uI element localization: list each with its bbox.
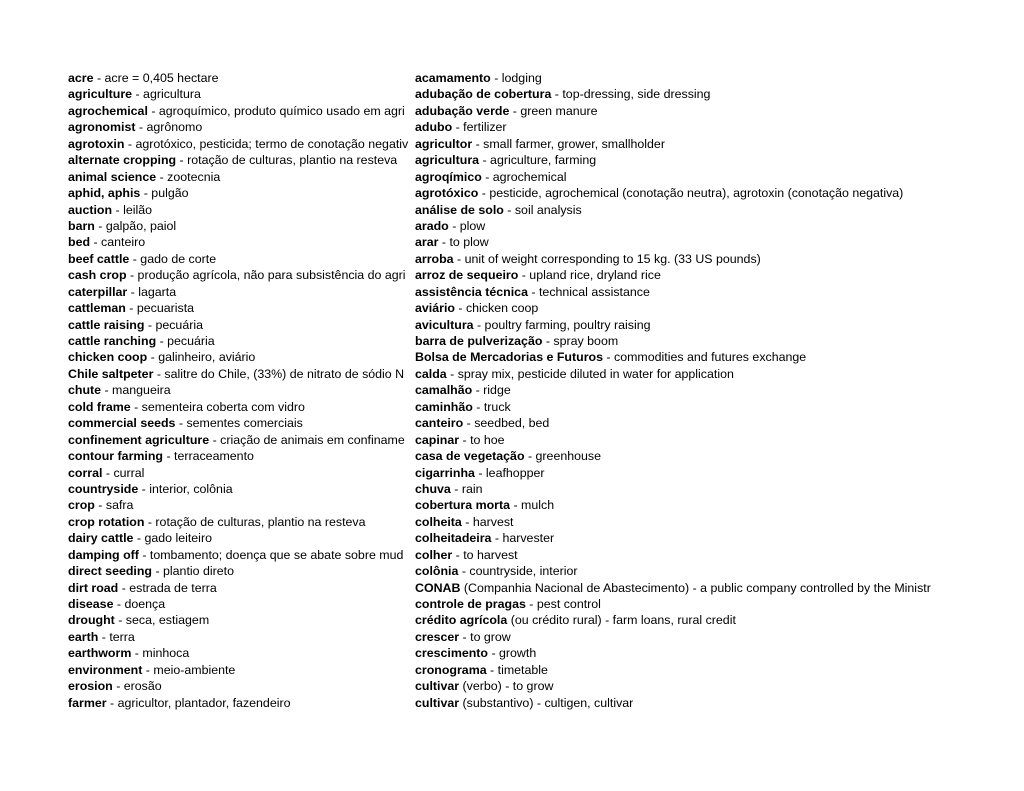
glossary-definition: - zootecnia	[156, 169, 221, 184]
glossary-definition: - poultry farming, poultry raising	[473, 317, 651, 332]
glossary-term: cattle raising	[68, 317, 145, 332]
glossary-entry	[415, 547, 941, 563]
glossary-term: confinement agriculture	[68, 432, 210, 447]
glossary-term: caminhão	[415, 399, 473, 414]
glossary-term: agricultor	[415, 136, 473, 151]
glossary-term: adubação verde	[415, 103, 510, 118]
glossary-term: canteiro	[415, 416, 464, 431]
glossary-definition: - pesticide, agrochemical (conotação neutra), agrotoxin (conotação negativa)	[478, 186, 904, 201]
glossary-entry	[68, 251, 414, 267]
glossary-definition: - truck	[472, 399, 511, 414]
glossary-entry	[68, 267, 414, 283]
glossary-entry	[415, 234, 941, 250]
glossary-definition: - interior, colônia	[138, 481, 233, 496]
glossary-term: colher	[415, 547, 453, 562]
glossary-term: cobertura morta	[415, 498, 511, 513]
glossary-definition: - upland rice, dryland rice	[518, 268, 661, 283]
glossary-definition: - agroquímico, produto químico usado em agri	[147, 103, 405, 118]
glossary-term: camalhão	[415, 383, 473, 398]
glossary-term: assistência técnica	[415, 284, 528, 299]
glossary-term: agrotoxin	[68, 136, 125, 151]
glossary-entry	[415, 86, 941, 102]
glossary-entry	[68, 563, 414, 579]
glossary-term: capinar	[415, 432, 460, 447]
glossary-entry	[415, 432, 941, 448]
glossary-term: farmer	[68, 695, 107, 710]
glossary-definition: - tombamento; doença que se abate sobre mud	[138, 547, 404, 562]
glossary-definition: - agricultor, plantador, fazendeiro	[106, 695, 291, 710]
glossary-term: Bolsa de Mercadorias e Futuros	[415, 350, 603, 365]
glossary-definition: - rain	[450, 481, 483, 496]
glossary-entry	[415, 596, 941, 612]
glossary-definition: - timetable	[486, 662, 548, 677]
glossary-definition: - chicken coop	[454, 301, 539, 316]
glossary-definition: - fertilizer	[452, 120, 507, 135]
glossary-term: erosion	[68, 679, 113, 694]
glossary-entry	[415, 415, 941, 431]
glossary-definition: - greenhouse	[524, 449, 601, 464]
glossary-term: alternate cropping	[68, 153, 177, 168]
glossary-definition: - rotação de culturas, plantio na resteva	[176, 153, 398, 168]
glossary-term: earthworm	[68, 646, 132, 661]
glossary-term: aphid, aphis	[68, 186, 141, 201]
glossary-definition: - rotação de culturas, plantio na resteva	[144, 514, 366, 529]
glossary-entry	[415, 103, 941, 119]
glossary-definition: - plantio direto	[152, 564, 234, 579]
glossary-definition: - spray mix, pesticide diluted in water for application	[446, 366, 734, 381]
glossary-term: disease	[68, 597, 114, 611]
glossary-definition: - leafhopper	[474, 465, 545, 480]
glossary-entry	[415, 580, 941, 596]
glossary-definition: - gado de corte	[129, 251, 217, 266]
glossary-term: colheitadeira	[415, 531, 492, 546]
glossary-term: aviário	[415, 301, 455, 316]
glossary-definition: - pest control	[525, 597, 601, 611]
glossary-term: crop	[68, 498, 95, 513]
glossary-term: controle de pragas	[415, 597, 526, 611]
glossary-term: agrotóxico	[415, 186, 479, 201]
glossary-entry	[415, 169, 941, 185]
glossary-entry	[415, 349, 941, 365]
glossary-definition: - minhoca	[131, 646, 190, 661]
glossary-entry	[415, 382, 941, 398]
glossary-definition: - to grow	[459, 629, 511, 644]
glossary-entry	[68, 695, 414, 711]
glossary-term: animal science	[68, 169, 157, 184]
glossary-entry	[415, 267, 941, 283]
glossary-definition: - pecuária	[156, 334, 215, 348]
glossary-term: direct seeding	[68, 564, 153, 579]
glossary-term: cash crop	[68, 268, 127, 283]
glossary-definition: - unit of weight corresponding to 15 kg. (33 US pounds)	[453, 251, 761, 266]
glossary-entry	[68, 415, 414, 431]
glossary-definition: - produção agrícola, não para subsistência do agri	[126, 268, 406, 283]
glossary-term: cigarrinha	[415, 465, 475, 480]
glossary-term: bed	[68, 235, 91, 250]
glossary-entry	[68, 349, 414, 365]
glossary-definition: - growth	[488, 646, 537, 661]
glossary-definition: - to hoe	[459, 432, 505, 447]
glossary-term: commercial seeds	[68, 416, 176, 431]
glossary-entry	[68, 185, 414, 201]
glossary-term: adubação de cobertura	[415, 87, 552, 102]
glossary-definition: - sementeira coberta com vidro	[130, 399, 305, 414]
glossary-definition: - canteiro	[90, 235, 146, 250]
glossary-entry	[68, 234, 414, 250]
glossary-definition: - acre = 0,405 hectare	[93, 71, 219, 85]
glossary-definition: - curral	[102, 465, 145, 480]
glossary-term: environment	[68, 662, 143, 677]
glossary-entry	[68, 580, 414, 596]
glossary-entry	[415, 612, 941, 628]
glossary-term: beef cattle	[68, 251, 130, 266]
glossary-entry	[415, 317, 941, 333]
glossary-term: arroz de sequeiro	[415, 268, 519, 283]
glossary-term: auction	[68, 202, 113, 217]
glossary-entry	[68, 514, 414, 530]
glossary-definition: - pecuária	[144, 317, 203, 332]
glossary-entry	[415, 136, 941, 152]
glossary-term: corral	[68, 465, 103, 480]
glossary-definition: - technical assistance	[527, 284, 650, 299]
glossary-column-english-portuguese	[68, 70, 414, 711]
glossary-entry	[415, 662, 941, 678]
glossary-term: crédito agrícola	[415, 613, 508, 628]
glossary-entry	[415, 300, 941, 316]
glossary-definition: - agrochemical	[481, 169, 567, 184]
glossary-entry	[68, 465, 414, 481]
glossary-entry	[68, 119, 414, 135]
glossary-definition: - harvester	[491, 531, 555, 546]
glossary-definition: - pecuarista	[125, 301, 195, 316]
glossary-entry	[415, 514, 941, 530]
glossary-entry	[415, 645, 941, 661]
glossary-definition: - commodities and futures exchange	[602, 350, 807, 365]
glossary-term: agriculture	[68, 87, 133, 102]
glossary-entry	[68, 432, 414, 448]
glossary-definition: - terraceamento	[163, 449, 254, 464]
glossary-term: contour farming	[68, 449, 163, 464]
glossary-term: agricultura	[415, 153, 480, 168]
glossary-entry	[68, 481, 414, 497]
glossary-definition: - estrada de terra	[118, 580, 217, 595]
glossary-entry	[68, 547, 414, 563]
glossary-term: earth	[68, 629, 99, 644]
glossary-term: crop rotation	[68, 514, 145, 529]
glossary-definition: - plow	[448, 218, 486, 233]
glossary-term: adubo	[415, 120, 453, 135]
glossary-column-portuguese-english	[415, 70, 941, 711]
glossary-term: cronograma	[415, 662, 487, 677]
glossary-entry	[68, 382, 414, 398]
glossary-definition: - lodging	[490, 71, 542, 85]
glossary-definition: - agricultura	[132, 87, 201, 102]
glossary-definition: - top-dressing, side dressing	[551, 87, 711, 102]
glossary-entry	[415, 284, 941, 300]
glossary-term: arar	[415, 235, 439, 250]
glossary-entry	[415, 448, 941, 464]
glossary-definition: - terra	[98, 629, 135, 644]
glossary-term: casa de vegetação	[415, 449, 525, 464]
glossary-definition: - safra	[94, 498, 134, 513]
glossary-definition: (verbo) - to grow	[459, 679, 554, 694]
glossary-entry	[415, 695, 941, 711]
glossary-term: barn	[68, 218, 95, 233]
glossary-entry	[415, 629, 941, 645]
glossary-entry	[68, 645, 414, 661]
glossary-entry	[415, 152, 941, 168]
glossary-definition: - agrônomo	[135, 120, 203, 135]
glossary-definition: - mangueira	[101, 383, 171, 398]
glossary-term: calda	[415, 366, 447, 381]
glossary-term: barra de pulverização	[415, 334, 543, 348]
glossary-term: colheita	[415, 514, 462, 529]
glossary-entry	[415, 465, 941, 481]
glossary-entry	[415, 563, 941, 579]
glossary-entry	[68, 629, 414, 645]
glossary-entry	[68, 202, 414, 218]
glossary-term: agroqímico	[415, 169, 482, 184]
glossary-term: cultivar	[415, 679, 460, 694]
glossary-entry	[415, 70, 941, 86]
glossary-term: acre	[68, 71, 94, 85]
glossary-definition: - green manure	[509, 103, 598, 118]
glossary-term: agronomist	[68, 120, 136, 135]
glossary-definition: - harvest	[461, 514, 514, 529]
glossary-term: arroba	[415, 251, 454, 266]
glossary-entry	[68, 284, 414, 300]
glossary-entry	[68, 333, 414, 349]
glossary-term: drought	[68, 613, 115, 628]
glossary-definition: - spray boom	[542, 334, 619, 348]
glossary-definition: - salitre do Chile, (33%) de nitrato de sódio N	[153, 366, 405, 381]
glossary-definition: - pulgão	[140, 186, 189, 201]
glossary-term: chute	[68, 383, 102, 398]
glossary-definition: - agrotóxico, pesticida; termo de conotação negativ	[124, 136, 409, 151]
glossary-definition: - to harvest	[452, 547, 518, 562]
glossary-definition: - sementes comerciais	[175, 416, 303, 431]
glossary-term: crescimento	[415, 646, 489, 661]
glossary-term: análise de solo	[415, 202, 504, 217]
glossary-term: chuva	[415, 481, 451, 496]
glossary-entry	[68, 497, 414, 513]
glossary-entry	[415, 185, 941, 201]
glossary-entry	[415, 218, 941, 234]
glossary-entry	[68, 218, 414, 234]
glossary-entry	[68, 70, 414, 86]
glossary-entry	[68, 86, 414, 102]
glossary-term: dairy cattle	[68, 531, 134, 546]
glossary-term: colônia	[415, 564, 459, 579]
glossary-term: arado	[415, 218, 449, 233]
glossary-definition: - seca, estiagem	[114, 613, 210, 628]
glossary-entry	[68, 612, 414, 628]
glossary-entry	[415, 399, 941, 415]
glossary-definition: - meio-ambiente	[142, 662, 236, 677]
glossary-definition: - erosão	[112, 679, 162, 694]
glossary-term: crescer	[415, 629, 460, 644]
glossary-entry	[415, 481, 941, 497]
glossary-definition: - leilão	[112, 202, 153, 217]
glossary-definition: - criação de animais em confiname	[209, 432, 405, 447]
glossary-definition: - seedbed, bed	[463, 416, 550, 431]
glossary-entry	[68, 152, 414, 168]
glossary-entry	[415, 119, 941, 135]
glossary-entry	[415, 333, 941, 349]
glossary-entry	[68, 366, 414, 382]
glossary-term: cultivar	[415, 695, 460, 710]
glossary-definition: - galpão, paiol	[94, 218, 177, 233]
glossary-definition: (Companhia Nacional de Abastecimento) - a public company controlled by the Ministr	[460, 580, 931, 595]
glossary-definition: - galinheiro, aviário	[147, 350, 256, 365]
glossary-term: cattleman	[68, 301, 126, 316]
glossary-entry	[68, 596, 414, 612]
glossary-entry	[415, 497, 941, 513]
glossary-entry	[68, 448, 414, 464]
glossary-entry	[415, 251, 941, 267]
glossary-entry	[415, 678, 941, 694]
glossary-definition: - small farmer, grower, smallholder	[472, 136, 665, 151]
glossary-term: cold frame	[68, 399, 131, 414]
glossary-entry	[68, 103, 414, 119]
glossary-definition: - mulch	[510, 498, 555, 513]
glossary-definition: - ridge	[472, 383, 511, 398]
glossary-term: avicultura	[415, 317, 474, 332]
glossary-entry	[415, 202, 941, 218]
glossary-entry	[68, 530, 414, 546]
glossary-definition: (ou crédito rural) - farm loans, rural credit	[507, 613, 736, 628]
glossary-definition: - to plow	[438, 235, 489, 250]
glossary-term: dirt road	[68, 580, 119, 595]
glossary-term: Chile saltpeter	[68, 366, 154, 381]
glossary-term: chicken coop	[68, 350, 148, 365]
glossary-definition: - doença	[113, 597, 166, 611]
glossary-term: acamamento	[415, 71, 491, 85]
glossary-entry	[68, 399, 414, 415]
glossary-term: CONAB	[415, 580, 461, 595]
glossary-definition: - countryside, interior	[458, 564, 578, 579]
glossary-term: caterpillar	[68, 284, 128, 299]
glossary-term: countryside	[68, 481, 139, 496]
glossary-definition: - lagarta	[127, 284, 177, 299]
glossary-entry	[68, 300, 414, 316]
glossary-term: damping off	[68, 547, 139, 562]
glossary-term: agrochemical	[68, 103, 148, 118]
glossary-entry	[68, 169, 414, 185]
glossary-entry	[68, 136, 414, 152]
glossary-entry	[415, 366, 941, 382]
glossary-definition: - gado leiteiro	[133, 531, 212, 546]
glossary-entry	[68, 678, 414, 694]
glossary-definition: (substantivo) - cultigen, cultivar	[459, 695, 634, 710]
glossary-entry	[68, 317, 414, 333]
glossary-entry	[415, 530, 941, 546]
glossary-definition: - agriculture, farming	[479, 153, 597, 168]
glossary-definition: - soil analysis	[503, 202, 582, 217]
glossary-entry	[68, 662, 414, 678]
glossary-term: cattle ranching	[68, 334, 157, 348]
